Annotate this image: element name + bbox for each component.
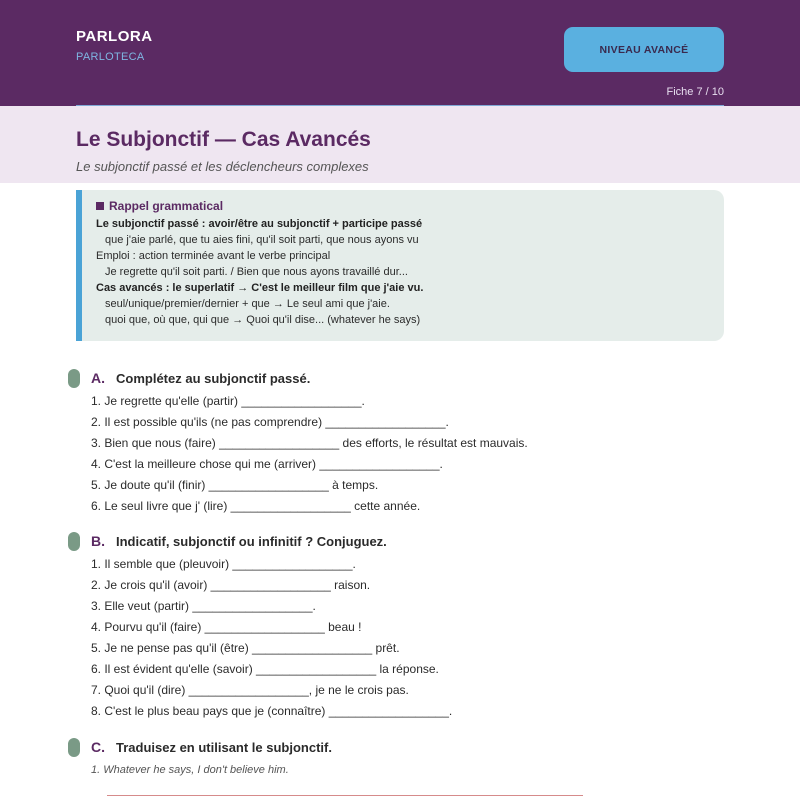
translation-prompt: 1. Whatever he says, I don't believe him. xyxy=(91,764,289,776)
grammar-example-line: seul/unique/premier/dernier + que → Le seul ami que j'aie. xyxy=(105,298,390,310)
grammar-box-title xyxy=(96,197,724,214)
section-b-exercises xyxy=(91,554,452,722)
section-letter: C. xyxy=(91,739,105,755)
exercise-item: 6. Le seul livre que j' (lire) __________________ cette année. xyxy=(91,499,421,513)
grammar-rule-line: Le subjonctif passé : avoir/être au subjonctif + participe passé xyxy=(96,218,423,230)
grammar-rule-line: Cas avancés : le superlatif → C'est le meilleur film que j'aie vu. xyxy=(96,282,424,294)
exercise-item: 4. C'est la meilleure chose qui me (arriver) __________________. xyxy=(91,457,443,471)
exercise-item: 6. Il est évident qu'elle (savoir) __________________ la réponse. xyxy=(91,662,439,676)
section-title: Traduisez en utilisant le subjonctif. xyxy=(116,739,332,755)
grammar-reminder-box xyxy=(76,190,724,341)
page-number: Fiche 7 / 10 xyxy=(666,86,724,98)
exercise-item: 3. Elle veut (partir) __________________. xyxy=(91,599,316,613)
square-bullet-icon xyxy=(96,202,104,210)
section-letter: B. xyxy=(91,533,105,549)
exercise-item: 8. C'est le plus beau pays que je (connaître) __________________. xyxy=(91,704,453,718)
section-title: Complétez au subjonctif passé. xyxy=(116,370,311,386)
exercise-item: 1. Je regrette qu'elle (partir) __________________. xyxy=(91,394,365,408)
grammar-example-line: Je regrette qu'il soit parti. / Bien que nous ayons travaillé dur... xyxy=(105,266,408,278)
section-b-heading xyxy=(68,531,387,551)
level-badge: NIVEAU AVANCÉ xyxy=(564,27,724,72)
section-a-exercises xyxy=(91,391,528,517)
brand-name: PARLORA xyxy=(76,28,153,45)
exercise-item: 3. Bien que nous (faire) __________________ des efforts, le résultat est mauvais. xyxy=(91,436,528,450)
grammar-example-line: quoi que, où que, qui que → Quoi qu'il dise... (whatever he says) xyxy=(105,314,421,326)
exercise-item: 5. Je doute qu'il (finir) __________________ à temps. xyxy=(91,478,379,492)
grammar-example-line: que j'aie parlé, que tu aies fini, qu'il soit parti, que nous ayons vu xyxy=(105,234,419,246)
exercise-item: 5. Je ne pense pas qu'il (être) __________________ prêt. xyxy=(91,641,400,655)
section-marker xyxy=(68,532,80,551)
exercise-item: 2. Je crois qu'il (avoir) __________________ raison. xyxy=(91,578,371,592)
answer-line[interactable] xyxy=(107,795,583,796)
section-letter: A. xyxy=(91,370,105,386)
section-title: Indicatif, subjonctif ou infinitif ? Conjuguez. xyxy=(116,533,387,549)
grammar-usage-line: Emploi : action terminée avant le verbe principal xyxy=(96,250,331,262)
page-title: Le Subjonctif — Cas Avancés xyxy=(76,128,371,151)
section-c-heading xyxy=(68,737,332,757)
header-bar xyxy=(0,0,800,106)
page-subtitle: Le subjonctif passé et les déclencheurs complexes xyxy=(76,159,369,174)
exercise-item: 4. Pourvu qu'il (faire) __________________ beau ! xyxy=(91,620,362,634)
section-marker xyxy=(68,369,80,388)
section-a-heading xyxy=(68,368,310,388)
exercise-item: 7. Quoi qu'il (dire) __________________, je ne le crois pas. xyxy=(91,683,409,697)
exercise-item: 2. Il est possible qu'ils (ne pas comprendre) __________________. xyxy=(91,415,449,429)
section-marker xyxy=(68,738,80,757)
exercise-item: 1. Il semble que (pleuvoir) __________________. xyxy=(91,557,356,571)
grammar-box-title-text: Rappel grammatical xyxy=(109,198,224,213)
brand-subtitle: PARLOTECA xyxy=(76,51,145,63)
